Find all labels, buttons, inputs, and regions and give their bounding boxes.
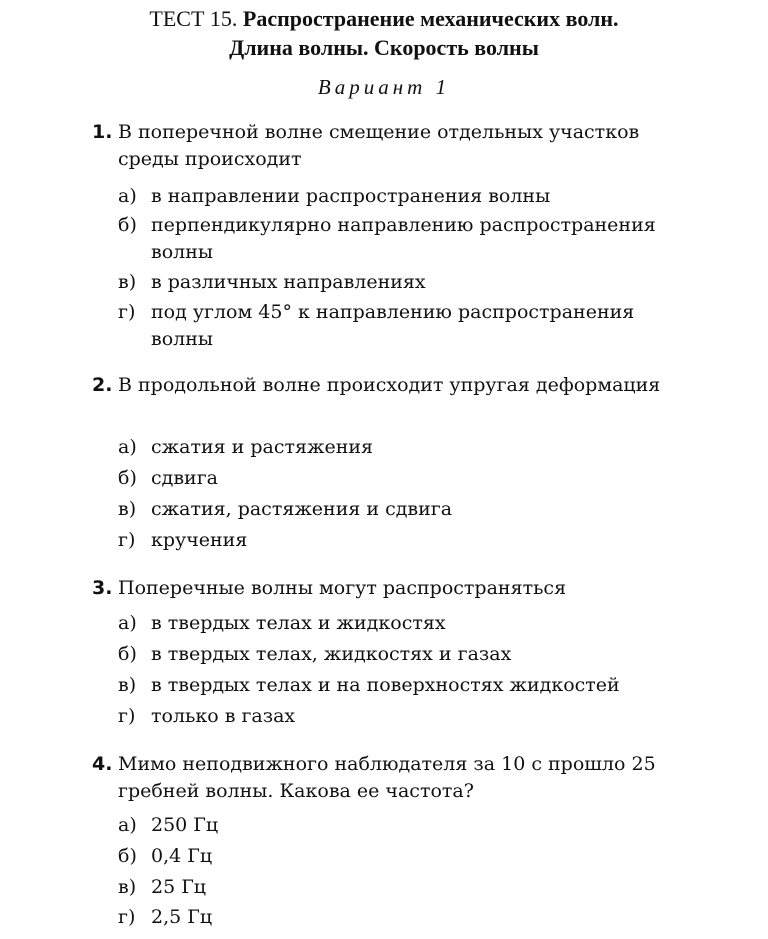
option-letter: а) — [118, 436, 137, 458]
option-text: только в газах — [151, 705, 296, 727]
question-1 — [92, 119, 692, 173]
option-text: сдвига — [151, 467, 218, 489]
option-letter: а) — [118, 185, 137, 207]
option-letter: а) — [118, 612, 137, 634]
option-text: в различных направлениях — [151, 271, 426, 293]
option-text: 2,5 Гц — [151, 906, 213, 928]
question-number: 1. — [92, 121, 113, 143]
option-text: сжатия и растяжения — [151, 436, 374, 458]
question-4-option-d — [118, 904, 688, 931]
question-number: 3. — [92, 577, 113, 599]
option-text: 250 Гц — [151, 814, 219, 836]
option-letter: г) — [118, 529, 136, 551]
question-2-option-c — [118, 496, 688, 523]
question-number: 2. — [92, 374, 113, 396]
option-text: в твердых телах и жидкостях — [151, 612, 446, 634]
question-3-option-c — [118, 672, 688, 699]
option-letter: в) — [118, 498, 137, 520]
question-4-option-c — [118, 874, 688, 901]
title-text-line1: Распространение механических волн. — [242, 6, 619, 31]
question-text: Поперечные волны могут распространяться — [118, 577, 567, 599]
option-text: в направлении распространения волны — [151, 185, 551, 207]
option-text: под углом 45° к направлению распространения волны — [151, 301, 635, 350]
variant-label: Вариант 1 — [317, 75, 451, 99]
option-letter: в) — [118, 876, 137, 898]
page-title-line1 — [0, 4, 768, 34]
option-letter: б) — [118, 214, 137, 236]
question-3-option-b — [118, 641, 688, 668]
question-3-option-d — [118, 703, 688, 730]
question-number: 4. — [92, 753, 113, 775]
question-text: В продольной волне происходит упругая деформация — [118, 374, 661, 396]
option-text: 0,4 Гц — [151, 845, 213, 867]
question-1-option-a — [118, 183, 688, 210]
option-letter: г) — [118, 705, 136, 727]
option-text: кручения — [151, 529, 248, 551]
test-label: ТЕСТ 15. — [149, 6, 238, 31]
question-2-option-a — [118, 434, 688, 461]
page-title-line2: Длина волны. Скорость волны — [229, 35, 539, 60]
question-1-option-d — [118, 299, 688, 353]
question-4-option-b — [118, 843, 688, 870]
question-2 — [92, 372, 692, 399]
option-letter: а) — [118, 814, 137, 836]
question-4 — [92, 751, 692, 805]
option-text: в твердых телах и на поверхностях жидкостей — [151, 674, 620, 696]
question-text: Мимо неподвижного наблюдателя за 10 с прошло 25 гребней волны. Какова ее частота? — [118, 753, 656, 802]
question-3 — [92, 575, 692, 602]
option-letter: г) — [118, 301, 136, 323]
option-letter: в) — [118, 271, 137, 293]
option-letter: в) — [118, 674, 137, 696]
option-letter: б) — [118, 643, 137, 665]
question-3-option-a — [118, 610, 688, 637]
question-4-option-a — [118, 812, 688, 839]
option-letter: б) — [118, 467, 137, 489]
question-text: В поперечной волне смещение отдельных участков среды происходит — [118, 121, 640, 170]
option-text: 25 Гц — [151, 876, 207, 898]
question-1-option-c — [118, 269, 688, 296]
option-letter: б) — [118, 845, 137, 867]
question-2-option-d — [118, 527, 688, 554]
option-text: перпендикулярно направлению распространения волны — [151, 214, 656, 263]
question-1-option-b — [118, 212, 688, 266]
question-2-option-b — [118, 465, 688, 492]
option-text: сжатия, растяжения и сдвига — [151, 498, 453, 520]
option-text: в твердых телах, жидкостях и газах — [151, 643, 512, 665]
option-letter: г) — [118, 906, 136, 928]
